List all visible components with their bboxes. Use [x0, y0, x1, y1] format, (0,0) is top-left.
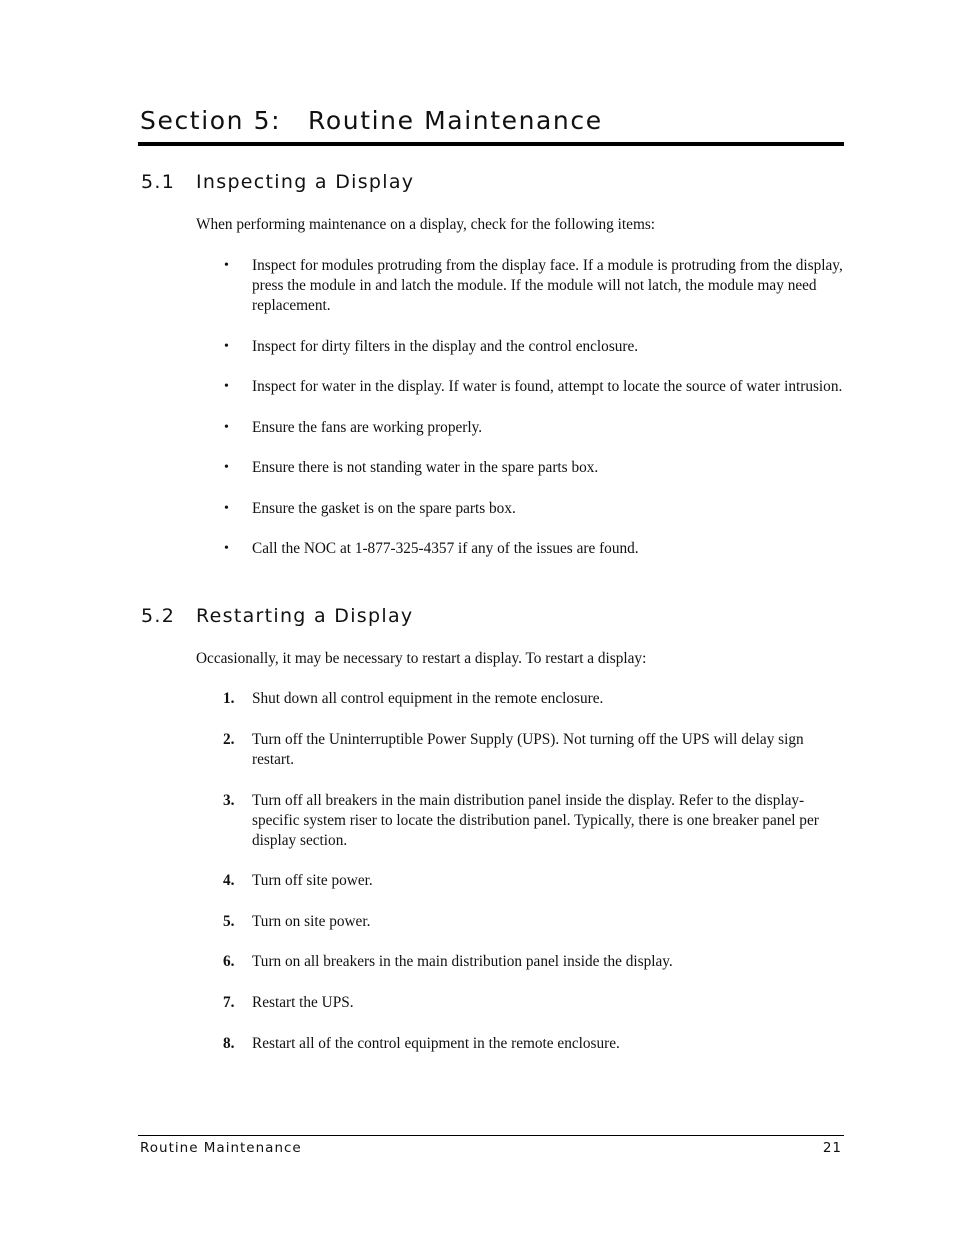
bullet-icon: •: [224, 460, 229, 475]
section-title: [140, 106, 844, 135]
subsection-heading-5-2: [141, 605, 413, 627]
list-item: [220, 499, 844, 519]
step-item: [220, 993, 844, 1013]
list-item-text: Ensure there is not standing water in the spare parts box.: [252, 459, 599, 476]
subsection-title: Restarting a Display: [196, 605, 414, 627]
list-item-text: Call the NOC at 1-877-325-4357 if any of the issues are found.: [252, 540, 639, 557]
list-item: [220, 458, 844, 478]
inspect-checklist: [220, 256, 844, 559]
inspect-intro: When performing maintenance on a display, check for the following items:: [196, 216, 656, 233]
bullet-icon: •: [224, 258, 229, 273]
step-item: [220, 689, 844, 709]
step-number: 6.: [223, 953, 235, 970]
footer-rule: [138, 1135, 844, 1136]
list-item: [220, 337, 844, 357]
step-text: Restart the UPS.: [252, 994, 354, 1011]
step-text: Turn off the Uninterruptible Power Supply (UPS). Not turning off the UPS will delay sign restart.: [252, 731, 804, 768]
step-item: [220, 730, 844, 770]
list-item: [220, 377, 844, 397]
list-item-text: Inspect for modules protruding from the display face. If a module is protruding from the display, press the module in and latch the module. If the module will not latch, the module may need replacement.: [252, 257, 843, 314]
restart-intro: Occasionally, it may be necessary to restart a display. To restart a display:: [196, 650, 647, 667]
step-number: 3.: [223, 792, 235, 809]
step-item: [220, 871, 844, 891]
step-number: 7.: [223, 994, 235, 1011]
subsection-number: 5.1: [141, 171, 176, 193]
list-item-text: Ensure the gasket is on the spare parts box.: [252, 500, 516, 517]
list-item-text: Inspect for dirty filters in the display and the control enclosure.: [252, 338, 639, 355]
list-item: [220, 539, 844, 559]
restart-steps: [220, 689, 844, 1054]
list-item-text: Inspect for water in the display. If water is found, attempt to locate the source of water intrusion.: [252, 378, 843, 395]
page-number: 21: [822, 1140, 842, 1156]
section-rule: [138, 142, 844, 146]
step-text: Turn off all breakers in the main distribution panel inside the display. Refer to the display-specific system riser to locate the distribution panel. Typically, there is one breaker panel per display section.: [252, 792, 819, 849]
footer-title: Routine Maintenance: [140, 1140, 302, 1156]
subsection-heading-5-1: [141, 171, 414, 193]
step-item: [220, 1034, 844, 1054]
subsection-number: 5.2: [141, 605, 176, 627]
list-item: [220, 418, 844, 438]
bullet-icon: •: [224, 379, 229, 394]
step-number: 2.: [223, 731, 235, 748]
step-item: [220, 952, 844, 972]
step-text: Turn on site power.: [252, 913, 371, 930]
step-text: Turn on all breakers in the main distribution panel inside the display.: [252, 953, 673, 970]
step-number: 5.: [223, 913, 235, 930]
step-item: [220, 791, 844, 851]
list-item: [220, 256, 844, 316]
section-title-text: Routine Maintenance: [308, 106, 603, 135]
step-number: 1.: [223, 690, 235, 707]
step-number: 4.: [223, 872, 235, 889]
step-text: Shut down all control equipment in the remote enclosure.: [252, 690, 604, 707]
bullet-icon: •: [224, 541, 229, 556]
step-text: Restart all of the control equipment in the remote enclosure.: [252, 1035, 620, 1052]
bullet-icon: •: [224, 501, 229, 516]
bullet-icon: •: [224, 339, 229, 354]
step-number: 8.: [223, 1035, 235, 1052]
step-item: [220, 912, 844, 932]
list-item-text: Ensure the fans are working properly.: [252, 419, 483, 436]
bullet-icon: •: [224, 420, 229, 435]
subsection-title: Inspecting a Display: [196, 171, 415, 193]
step-text: Turn off site power.: [252, 872, 373, 889]
section-number: Section 5:: [140, 106, 282, 135]
